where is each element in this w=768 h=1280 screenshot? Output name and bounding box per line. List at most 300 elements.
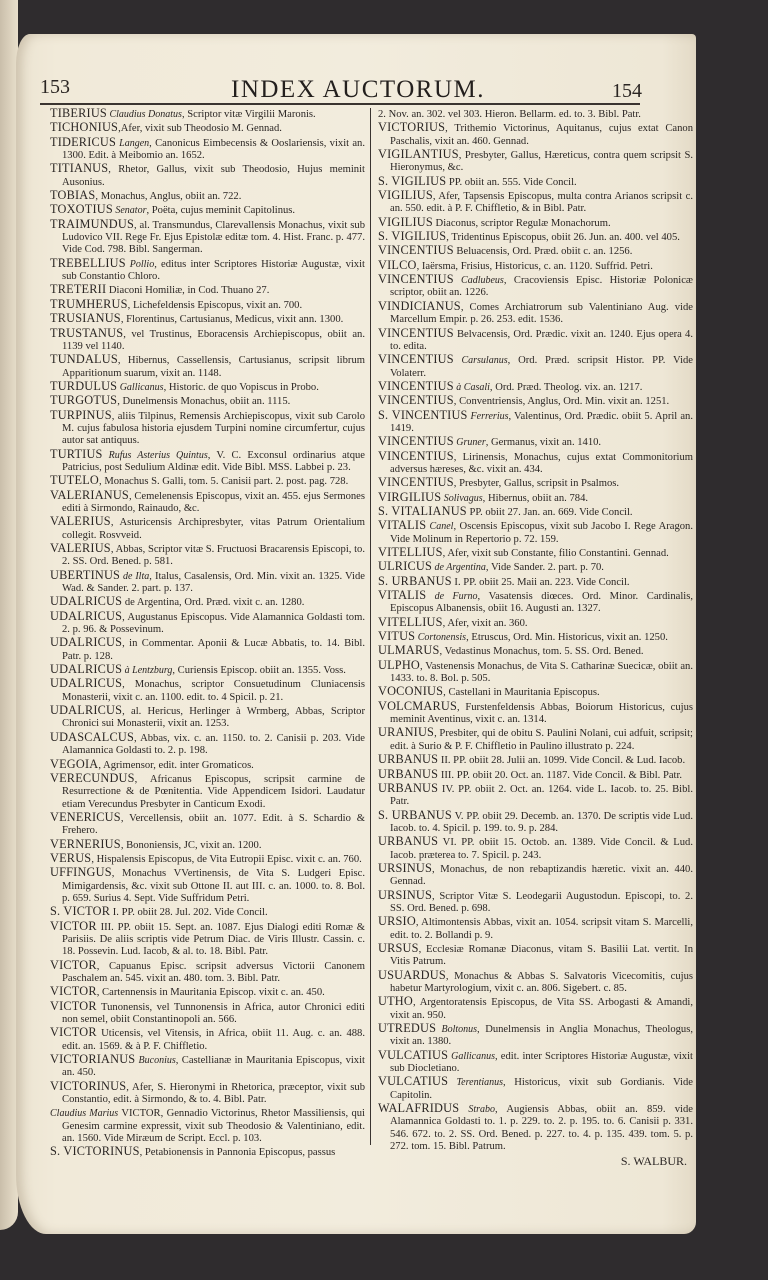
index-entry <box>378 244 693 258</box>
entry-text: , Altimontensis Abbas, vixit an. 1054. scripsit vitam S. Marcelli, edit. to. 2. Bollandi p. 9. <box>390 917 693 941</box>
entry-text: , Monachus, Anglus, obiit an. 722. <box>95 191 242 203</box>
entry-headword: VULCATIUS <box>378 1074 449 1089</box>
entry-headword: TURDULUS <box>50 378 118 393</box>
entry-text: , Agrimensor, edit. inter Gromaticos. <box>98 759 254 771</box>
index-entry <box>50 218 365 257</box>
index-entry <box>378 782 693 809</box>
entry-headword: ULRICUS <box>378 559 433 574</box>
index-entry <box>50 380 365 394</box>
index-entry <box>378 644 693 658</box>
entry-headword: UDALRICUS <box>50 608 123 623</box>
entry-text: , Lichefeldensis Episcopus, vixit an. 700. <box>127 299 303 311</box>
index-entry <box>50 1106 365 1145</box>
index-entry <box>378 616 693 630</box>
entry-epithet: de Ilta <box>120 570 150 582</box>
column-divider <box>370 108 371 1145</box>
index-entry <box>50 312 365 326</box>
index-entry <box>50 920 365 959</box>
entry-text: , aliis Tilpinus, Remensis Archiepiscopus, vixit sub Carolo M. cujus fabulosa historia ejusdem Turpini nomine circumfertur, cujus autor sat antiquus. <box>62 410 365 447</box>
entry-headword: VITUS <box>378 629 416 644</box>
index-entry <box>378 835 693 862</box>
entry-epithet: Carsulanus <box>453 355 508 367</box>
index-entry <box>378 1049 693 1076</box>
entry-headword: VIGILIUS <box>378 188 433 203</box>
entry-headword: TIDERICUS <box>50 134 117 149</box>
index-entry <box>378 685 693 699</box>
entry-headword: URBANUS <box>378 834 439 849</box>
entry-text: , Presbyter, Gallus, scripsit in Psalmos. <box>453 478 620 490</box>
entry-headword: URBANUS <box>378 766 439 781</box>
entry-headword: UBERTINUS <box>50 567 121 582</box>
index-entry <box>378 546 693 560</box>
index-entry <box>378 216 693 230</box>
index-entry <box>50 852 365 866</box>
entry-headword: S. VIGILIUS <box>378 229 447 244</box>
entry-headword: UDALRICUS <box>50 676 123 691</box>
entry-headword: WALAFRIDUS <box>378 1101 460 1116</box>
index-entry <box>50 985 365 999</box>
entry-headword: UTREDUS <box>378 1021 437 1036</box>
entry-headword: URSINUS <box>378 887 433 902</box>
entry-headword: VICTORINUS <box>50 1078 127 1093</box>
entry-headword: S. VIGILIUS <box>378 173 447 188</box>
entry-headword: VINCENTIUS <box>378 434 454 449</box>
entry-headword: TITIANUS <box>50 161 109 176</box>
entry-headword: VILCO <box>378 257 417 272</box>
index-entry <box>378 189 693 216</box>
index-entry <box>50 569 365 596</box>
entry-headword: VIGILIUS <box>378 214 433 229</box>
entry-headword: S. VINCENTIUS <box>378 407 468 422</box>
index-entry <box>378 575 693 589</box>
entry-headword: URSINUS <box>378 860 433 875</box>
index-entry <box>378 409 693 436</box>
index-entry <box>378 259 693 273</box>
index-entry <box>50 136 365 163</box>
index-entry <box>50 1145 365 1159</box>
entry-headword: TOXOTIUS <box>50 202 113 217</box>
index-entry <box>378 942 693 969</box>
entry-headword: UFFINGUS <box>50 865 112 880</box>
entry-headword: VOLCMARUS <box>378 698 458 713</box>
index-entry <box>378 809 693 836</box>
entry-text: , editus inter Scriptores Historiæ Augustæ, vixit sub Constantio Chloro. <box>62 258 365 283</box>
entry-text: , Petabionensis in Pannonia Episcopus, passus <box>139 1147 336 1159</box>
entry-headword: VITELLIUS <box>378 545 443 559</box>
index-entry <box>50 811 365 838</box>
entry-epithet: Terentianus <box>448 1077 504 1089</box>
entry-headword: VINCENTIUS <box>378 378 454 393</box>
entry-epithet: Claudius Donatus <box>106 109 182 120</box>
entry-epithet: Canel <box>426 521 454 533</box>
entry-headword: S. VICTOR <box>50 904 111 919</box>
entry-headword: VENERICUS <box>50 809 121 824</box>
index-entry <box>378 300 693 327</box>
entry-epithet: Cadlubeus <box>453 275 504 287</box>
entry-headword: ULPHO <box>378 657 420 672</box>
entry-headword: S. URBANUS <box>378 573 452 588</box>
index-entry <box>378 1102 693 1153</box>
entry-text: , Ord. Præd. Theolog. vix. an. 1217. <box>489 381 643 393</box>
entry-headword: VINCENTIUS <box>378 243 454 258</box>
entry-text: , Oscensis Episcopus, vixit sub Jacobo I. Rege Aragon. Vide Molinum in Repertorio p. 72. 159. <box>390 521 693 545</box>
entry-text: , Trithemio Victorinus, Aquitanus, cujus extat Canon Paschalis, vixit an. 460. Gennad. <box>390 123 693 147</box>
index-entry <box>50 838 365 852</box>
entry-headword: VITALIS <box>378 518 427 533</box>
index-entry <box>50 203 365 217</box>
header-rule <box>40 103 640 105</box>
index-entry <box>378 121 693 148</box>
entry-text: , Augiensis Abbas, obiit an. 859. vide Alamannica Goldasti to. 1. p. 229. to. 2. p. 195. to. 6. Canisii p. 331. 546. 672. to. 2. SS. Ord. Bened. p. 227. to. 4. p. 135. 439. tom. 5. p. 272. tom. 15. Bibl. Patrum. <box>390 1104 694 1153</box>
entry-text: PP. obiit 27. Jan. an. 669. Vide Concil. <box>466 506 633 518</box>
index-entry <box>378 273 693 300</box>
entry-headword: ULMARUS <box>378 643 440 658</box>
index-entry <box>378 560 693 574</box>
entry-text: , Vercellensis, obiit an. 1077. Edit. à S. Schardio & Frehero. <box>62 812 365 837</box>
index-entry <box>378 380 693 394</box>
entry-headword: UTHO <box>378 994 413 1009</box>
entry-text: , Historic. de quo Vopiscus in Probo. <box>163 381 319 393</box>
entry-headword: TICHONIUS <box>50 120 119 135</box>
entry-headword: UDALRICUS <box>50 703 123 718</box>
index-entry <box>378 753 693 767</box>
catchword: S. WALBUR. <box>620 1154 687 1169</box>
index-entry <box>378 969 693 996</box>
entry-headword: VOCONIUS <box>378 684 444 699</box>
entry-text: , Canonicus Eimbecensis & Ooslariensis, vixit an. 1300. Edit. à Meibomio an. 1652. <box>62 137 366 162</box>
entry-headword: VICTOR <box>50 1025 97 1040</box>
index-entry <box>50 636 365 663</box>
entry-text: , Dunelmensis in Anglia Monachus, Theologus, vixit an. 1380. <box>390 1024 693 1048</box>
index-entry <box>50 758 365 772</box>
index-entry <box>378 491 693 505</box>
entry-text: , Afer, vixit an. 360. <box>442 617 528 629</box>
entry-text: II. PP. obiit 28. Julii an. 1099. Vide Concil. & Lud. Iacob. <box>438 755 686 767</box>
index-entry <box>378 1022 693 1049</box>
index-entry <box>50 515 365 542</box>
index-entry <box>50 394 365 408</box>
index-entry <box>378 1075 693 1102</box>
entry-headword: TUTELO <box>50 473 100 488</box>
entry-text: , Valentinus, Ord. Prædic. obiit 5. April an. 1419. <box>390 410 693 434</box>
entry-headword: VINDICIANUS <box>378 298 461 313</box>
entry-headword: UDASCALCUS <box>50 729 134 744</box>
entry-headword: UDALRICUS <box>50 594 123 609</box>
entry-text: Diaconus, scriptor Regulæ Monachorum. <box>432 217 611 229</box>
entry-text: , Vastenensis Monachus, de Vita S. Catharinæ Suecicæ, obiit an. 1433. to. 8. Bol. p. 505. <box>390 660 693 685</box>
entry-text: , in Commentar. Aponii & Lucæ Abbatis, to. 14. Bibl. Patr. p. 128. <box>62 638 365 662</box>
index-entry <box>50 731 365 758</box>
index-entry <box>50 162 365 189</box>
entry-headword: VINCENTIUS <box>378 325 454 340</box>
index-entry <box>50 542 365 569</box>
entry-headword: URBANUS <box>378 752 439 767</box>
index-entry <box>378 519 693 546</box>
entry-text: , Capuanus Episc. scripsit adversus Victorii Canonem Paschalem an. 545. vixit an. 480. tom. 3. Bibl. Patr. <box>62 960 365 984</box>
index-entry <box>50 1000 365 1027</box>
entry-headword: VEGOIA <box>50 756 99 771</box>
entry-epithet: Pollio <box>125 258 155 270</box>
entry-text: , Monachus, de non rebaptizandis hæretic. vixit an. 440. Gennad. <box>390 863 693 888</box>
entry-text: de Argentina, Ord. Præd. vixit c. an. 1280. <box>122 597 305 609</box>
entry-text: , Vide Sander. 2. part. p. 70. <box>485 562 604 574</box>
entry-headword: TRETERII <box>50 282 107 297</box>
entry-headword: VICTORIANUS <box>50 1052 136 1067</box>
index-entry <box>378 327 693 354</box>
entry-text: , Presbyter, Gallus, Hæreticus, contra quem scripsit S. Hieronymus, &c. <box>390 150 693 174</box>
entry-text: , vel Trustinus, Eboracensis Archiepiscopus, obiit an. 1139 vel 1140. <box>62 328 365 352</box>
entry-text: , Hibernus, obiit an. 784. <box>482 492 589 504</box>
entry-headword: VITELLIUS <box>378 614 443 629</box>
entry-text: , Africanus Episcopus, scripsit carmine de Resurrectione & de Pœnitentia. Vide Appendicem Isidori. Laudatur etiam Verecundus Presbyter in Canticum Exodi. <box>62 773 365 810</box>
index-entry <box>50 448 365 475</box>
entry-epithet: Gallicanus <box>448 1050 495 1062</box>
index-entry <box>378 630 693 644</box>
index-entry <box>50 283 365 297</box>
index-entry <box>378 394 693 408</box>
entry-headword: VITALIS <box>378 588 427 603</box>
entry-text: , Rhetor, Gallus, vixit sub Theodosio, Hujus meminit Ausonius. <box>62 164 365 188</box>
entry-text: I. PP. obiit 25. Maii an. 223. Vide Concil. <box>451 576 630 588</box>
entry-epithet: Buconius <box>135 1055 176 1067</box>
entry-text: , V. C. Exconsul ordinarius atque Patricius, post Sedulium Aldinæ edit. Vide Bibl. MSS. Labbei p. 23. <box>62 449 366 473</box>
entry-headword: VICTOR <box>50 957 97 972</box>
entry-text: Beluacensis, Ord. Præd. obiit c. an. 1256. <box>453 246 633 258</box>
entry-text: VICTOR, Gennadio Victorinus, Rhetor Massiliensis, qui Genesim carmine expressit, vixit sub Theodosio & Valentiniano, edit. an. 1560. Vide Miræum de Script. Eccl. p. 103. <box>62 1108 365 1145</box>
entry-text: I. PP. obiit 28. Jul. 202. Vide Concil. <box>110 907 268 919</box>
entry-text: , Hibernus, Cassellensis, Cartusianus, scripsit librum Apparitionum suarum, vixit an. 1148. <box>62 355 365 379</box>
entry-text: 2. Nov. an. 302. vel 303. Hieron. Bellarm. ed. to. 3. Bibl. Patr. <box>378 109 641 120</box>
index-entry <box>378 700 693 727</box>
right-column <box>378 107 693 1168</box>
entry-headword: VIGILANTIUS <box>378 147 459 162</box>
index-entry <box>378 353 693 380</box>
entry-epithet: à Lentzburg <box>122 665 173 677</box>
index-entry <box>50 189 365 203</box>
entry-headword: TRUSIANUS <box>50 311 121 326</box>
entry-text: , Presbiter, qui de obitu S. Paulini Nolani, cui adfuit, scripsit; edit. à Surio & P. F. Chiffletio in Paulino illustrato p. 224. <box>390 728 693 752</box>
entry-headword: VINCENTIUS <box>378 272 454 287</box>
index-entry <box>378 768 693 782</box>
entry-text: Tunonensis, vel Tunnonensis in Africa, autor Chronici editi non semel, obiit Constantinopoli an. 566. <box>62 1001 365 1026</box>
index-entry <box>378 148 693 175</box>
entry-headword: TRUSTANUS <box>50 325 124 340</box>
entry-text: , Vedastinus Monachus, tom. 5. SS. Ord. Bened. <box>439 646 644 658</box>
entry-epithet: Gruner <box>453 437 486 449</box>
entry-text: , Scriptor vitæ Virgilii Maronis. <box>181 109 316 120</box>
entry-headword: TOBIAS <box>50 188 96 203</box>
entry-headword: VINCENTIUS <box>378 393 454 408</box>
entry-headword: S. VICTORINUS <box>50 1144 140 1159</box>
entry-text: VI. PP. obiit 15. Octob. an. 1389. Vide Concil. & Lud. Iacob. præterea to. 7. Spicil. p. 243. <box>390 837 693 861</box>
index-entry <box>378 107 693 121</box>
entry-text: , Castellianæ in Mauritania Episcopus, vixit an. 450. <box>62 1055 365 1079</box>
entry-text: , Tridentinus Episcopus, obiit 26. Jun. an. 400. vel 405. <box>446 232 680 244</box>
index-entry <box>50 327 365 354</box>
page-title: INDEX AUCTORUM. <box>231 76 485 103</box>
entry-headword: TURTIUS <box>50 446 103 461</box>
entry-headword: VIRGILIUS <box>378 489 442 504</box>
entry-text: , al. Hericus, Herlinger à Wrmberg, Abbas, Scriptor Chronici sui Monasterii, vixit an. 1253. <box>62 706 365 730</box>
index-entry <box>378 589 693 616</box>
entry-headword: TRUMHERUS <box>50 296 128 311</box>
entry-text: , Castellani in Mauritania Episcopus. <box>443 687 600 699</box>
entry-text: , Historicus, vixit sub Gordianis. Vide Capitolin. <box>390 1077 693 1101</box>
entry-text: , Bononiensis, JC, vixit an. 1200. <box>120 839 262 851</box>
entry-headword: TRAIMUNDUS <box>50 216 134 231</box>
entry-text: , Poëta, cujus meminit Capitolinus. <box>146 205 296 217</box>
entry-headword: URANIUS <box>378 725 435 740</box>
entry-epithet: Claudius Marius <box>50 1108 122 1120</box>
index-entry <box>378 995 693 1022</box>
entry-headword: TREBELLIUS <box>50 255 126 270</box>
entry-text: , Monachus VVertinensis, de Vita S. Ludgeri Episc. Mimigardensis, &c. vixit sub Ottone II. aut III. c. an. 1000. to. 8. Bol. p. 659. Surius 4. Sept. Vide Suffridum Petri. <box>62 868 365 904</box>
entry-headword: S. URBANUS <box>378 807 452 822</box>
entry-text: , Afer, S. Hieronymi in Rhetorica, præceptor, vixit sub Constantio, edit. à Sirmondo, & to. 4. Bibl. Patr. <box>62 1081 365 1106</box>
entry-epithet: Langen <box>116 137 150 149</box>
index-entry <box>378 476 693 490</box>
index-entry <box>50 107 365 121</box>
entry-text: PP. obiit an. 555. Vide Concil. <box>446 176 577 188</box>
entry-text: , Comes Archiatrorum sub Valentiniano Aug. vide Marcellum Empir. p. 26. 253. edit. 1536. <box>390 301 693 326</box>
entry-epithet: Rufus Asterius Quintus <box>102 449 208 461</box>
index-entry <box>50 772 365 811</box>
entry-headword: USUARDUS <box>378 967 446 982</box>
entry-text: III. PP. obiit 15. Sept. an. 1087. Ejus Dialogi editi Romæ & Parisiis. De aliis scriptis vide Petrum Diac. de Viris Illustr. Cassin. c. 18. Possevin. Lud. Iacob, & al. to. 18. Bibl. Patr. <box>62 921 365 958</box>
entry-text: , Furstenfeldensis Abbas, Boiorum Historicus, cujus meminit Aventinus, vixit c. an. 1314. <box>390 701 693 726</box>
entry-text: , Florentinus, Cartusianus, Medicus, vixit ann. 1300. <box>120 314 344 326</box>
index-entry <box>50 663 365 677</box>
entry-headword: VICTORIUS <box>378 120 446 135</box>
index-entry <box>50 409 365 448</box>
entry-epithet: Ferrerius <box>467 410 509 422</box>
page-number-left: 153 <box>40 76 70 98</box>
entry-text: , Augustanus Episcopus. Vide Alamannica Goldasti tom. 2. p. 96. & Possevinum. <box>62 611 365 636</box>
entry-headword: VALERIUS <box>50 514 111 529</box>
entry-headword: URBANUS <box>378 780 439 795</box>
entry-text: V. PP. obiit 29. Decemb. an. 1370. De scriptis vide Lud. Iacob. to. 4. Spicil. p. 199. to. 9. p. 284. <box>390 810 693 834</box>
entry-text: , edit. inter Scriptores Historiæ Augustæ, vixit sub Diocletiano. <box>390 1050 693 1075</box>
entry-text: , Monachus, scriptor Consuetudinum Cluniacensis Monasterii, vixit c. an. 1100. edit. to. 4 Spicil. p. 21. <box>62 679 365 703</box>
index-entry <box>378 450 693 477</box>
entry-text: , Monachus S. Galli, tom. 5. Canisii part. 2. post. pag. 728. <box>99 476 349 488</box>
index-entry <box>378 175 693 189</box>
entry-epithet: Solivagus <box>441 492 483 504</box>
index-entry <box>50 704 365 731</box>
left-column <box>50 107 365 1160</box>
entry-text: , Germanus, vixit an. 1410. <box>485 437 602 449</box>
entry-text: , Afer, Tapsensis Episcopus, multa contra Arianos scripsit c. an. 550. edit. à P. F. Chiffletio, & in Bibl. Patr. <box>390 191 693 215</box>
index-entry <box>50 905 365 919</box>
entry-headword: VULCATIUS <box>378 1047 449 1062</box>
index-entry <box>378 505 693 519</box>
entry-headword: VALERIUS <box>50 541 111 555</box>
index-entry <box>378 862 693 889</box>
entry-text: , al. Transmundus, Clarevallensis Monachus, vixit sub Ludovico VII. Rege Fr. Ejus Epistolæ editæ tom. 4. Hist. Franc. p. 477. Vide Cod. 798. Bibl. Sangerman. <box>62 219 365 256</box>
entry-headword: VINCENTIUS <box>378 352 454 367</box>
index-entry <box>50 866 365 905</box>
page-header <box>40 72 676 106</box>
entry-text: , Cemelenensis Episcopus, vixit an. 455. ejus Sermones editi à Sirmondo, Rainaudo, &c. <box>62 490 365 514</box>
entry-text: , Ecclesiæ Romanæ Diaconus, vitam S. Basilii Lat. vertit. In Vitis Patrum. <box>390 943 693 968</box>
index-entry <box>50 353 365 380</box>
entry-text: , Hispalensis Episcopus, de Vita Eutropii Episc. vixit c. an. 760. <box>91 853 362 865</box>
entry-text: , Curiensis Episcop. obiit an. 1355. Voss. <box>172 665 346 677</box>
entry-epithet: de Argentina <box>432 562 486 574</box>
entry-headword: TURGOTUS <box>50 393 118 408</box>
entry-headword: VERUS <box>50 850 92 865</box>
entry-headword: URSUS <box>378 940 419 955</box>
entry-epithet: de Furno <box>426 591 478 603</box>
entry-headword: TUNDALUS <box>50 352 118 367</box>
index-entry <box>378 889 693 916</box>
entry-epithet: Senator <box>112 205 147 217</box>
entry-text: Uticensis, vel Vitensis, in Africa, obiit 11. Aug. c. an. 488. edit. an. 1569. & à P. F. Chiffletio. <box>62 1028 365 1052</box>
entry-text: , Afer, vixit sub Constante, filio Constantini. Gennad. <box>442 548 669 559</box>
index-entry <box>50 595 365 609</box>
page-number-right: 154 <box>612 80 642 102</box>
entry-epithet: Cortonensis <box>415 632 467 644</box>
index-entry <box>50 1053 365 1080</box>
index-entry <box>50 610 365 637</box>
entry-headword: UDALRICUS <box>50 635 123 650</box>
entry-headword: VERECUNDUS <box>50 770 135 785</box>
entry-text: , Abbas, Scriptor vitæ S. Fructuosi Bracarensis Episcopi, to. 2. SS. Ord. Bened. p. 581. <box>62 544 365 568</box>
entry-headword: URSIO <box>378 914 416 929</box>
entry-text: , Iaërsma, Frisius, Historicus, c. an. 1120. Suffrid. Petri. <box>416 260 653 272</box>
index-entry <box>50 677 365 704</box>
index-entry <box>378 915 693 942</box>
entry-headword: TIBERIUS <box>50 106 107 120</box>
entry-headword: VINCENTIUS <box>378 448 454 463</box>
entry-text: , Monachus & Abbas S. Salvatoris Vicecomitis, cujus habetur Martyrologium, vixit c. an. 806. Sigebert. c. 85. <box>390 970 693 994</box>
entry-text: , Dunelmensis Monachus, obiit an. 1115. <box>117 396 291 408</box>
entry-text: ,Afer, vixit sub Theodosio M. Gennad. <box>118 123 282 135</box>
entry-text: III. PP. obiit 20. Oct. an. 1187. Vide Concil. & Bibl. Patr. <box>438 769 683 781</box>
entry-epithet: Strabo <box>459 1104 496 1116</box>
index-entry <box>50 1080 365 1107</box>
entry-text: Belvacensis, Ord. Prædic. vixit an. 1240. Ejus opera 4. to. edita. <box>390 328 693 352</box>
entry-text: Diaconi Homiliæ, in Cod. Thuano 27. <box>106 285 270 297</box>
entry-text: , Lirinensis, Monachus, cujus extat Commonitorium adversus hæreses, &c. vixit an. 434. <box>390 451 693 475</box>
entry-text: IV. PP. obiit 2. Oct. an. 1264. vide L. Iacob. to. 25. Bibl. Patr. <box>390 783 693 808</box>
entry-headword: VICTOR <box>50 918 97 933</box>
index-entry <box>50 474 365 488</box>
entry-text: , Cartennensis in Mauritania Episcop. vixit c. an. 450. <box>96 987 325 999</box>
entry-headword: S. VITALIANUS <box>378 503 467 518</box>
index-entry <box>378 659 693 686</box>
entry-text: , Ord. Præd. scripsit Histor. PP. Vide Volaterr. <box>390 355 694 379</box>
entry-text: , Vasatensis diœces. Ord. Minor. Cardinalis, Episcopus Albanensis, obiit 16. Augusti an. 1327. <box>390 591 693 615</box>
entry-headword: UDALRICUS <box>50 662 123 677</box>
entry-epithet: Boltonus <box>436 1024 478 1036</box>
index-entry <box>50 257 365 284</box>
entry-epithet: à Casali <box>453 381 490 393</box>
index-entry <box>50 489 365 516</box>
entry-headword: TURPINUS <box>50 407 112 422</box>
entry-text: , Etruscus, Ord. Min. Historicus, vixit an. 1250. <box>466 632 668 644</box>
entry-text: , Argentoratensis Episcopus, de Vita SS. Arbogasti & Amandi, vixit an. 950. <box>390 997 693 1021</box>
index-entry <box>378 230 693 244</box>
entry-headword: VICTOR <box>50 998 97 1013</box>
entry-headword: VINCENTIUS <box>378 475 454 490</box>
entry-headword: VICTOR <box>50 984 97 999</box>
entry-text: , Scriptor Vitæ S. Leodegarii Augustodun. Episcopi, to. 2. SS. Ord. Bened. p. 698. <box>390 890 693 914</box>
entry-text: , Conventriensis, Anglus, Ord. Min. vixit an. 1251. <box>453 396 670 408</box>
index-entry <box>378 435 693 449</box>
index-entry <box>50 959 365 986</box>
index-entry <box>378 726 693 753</box>
